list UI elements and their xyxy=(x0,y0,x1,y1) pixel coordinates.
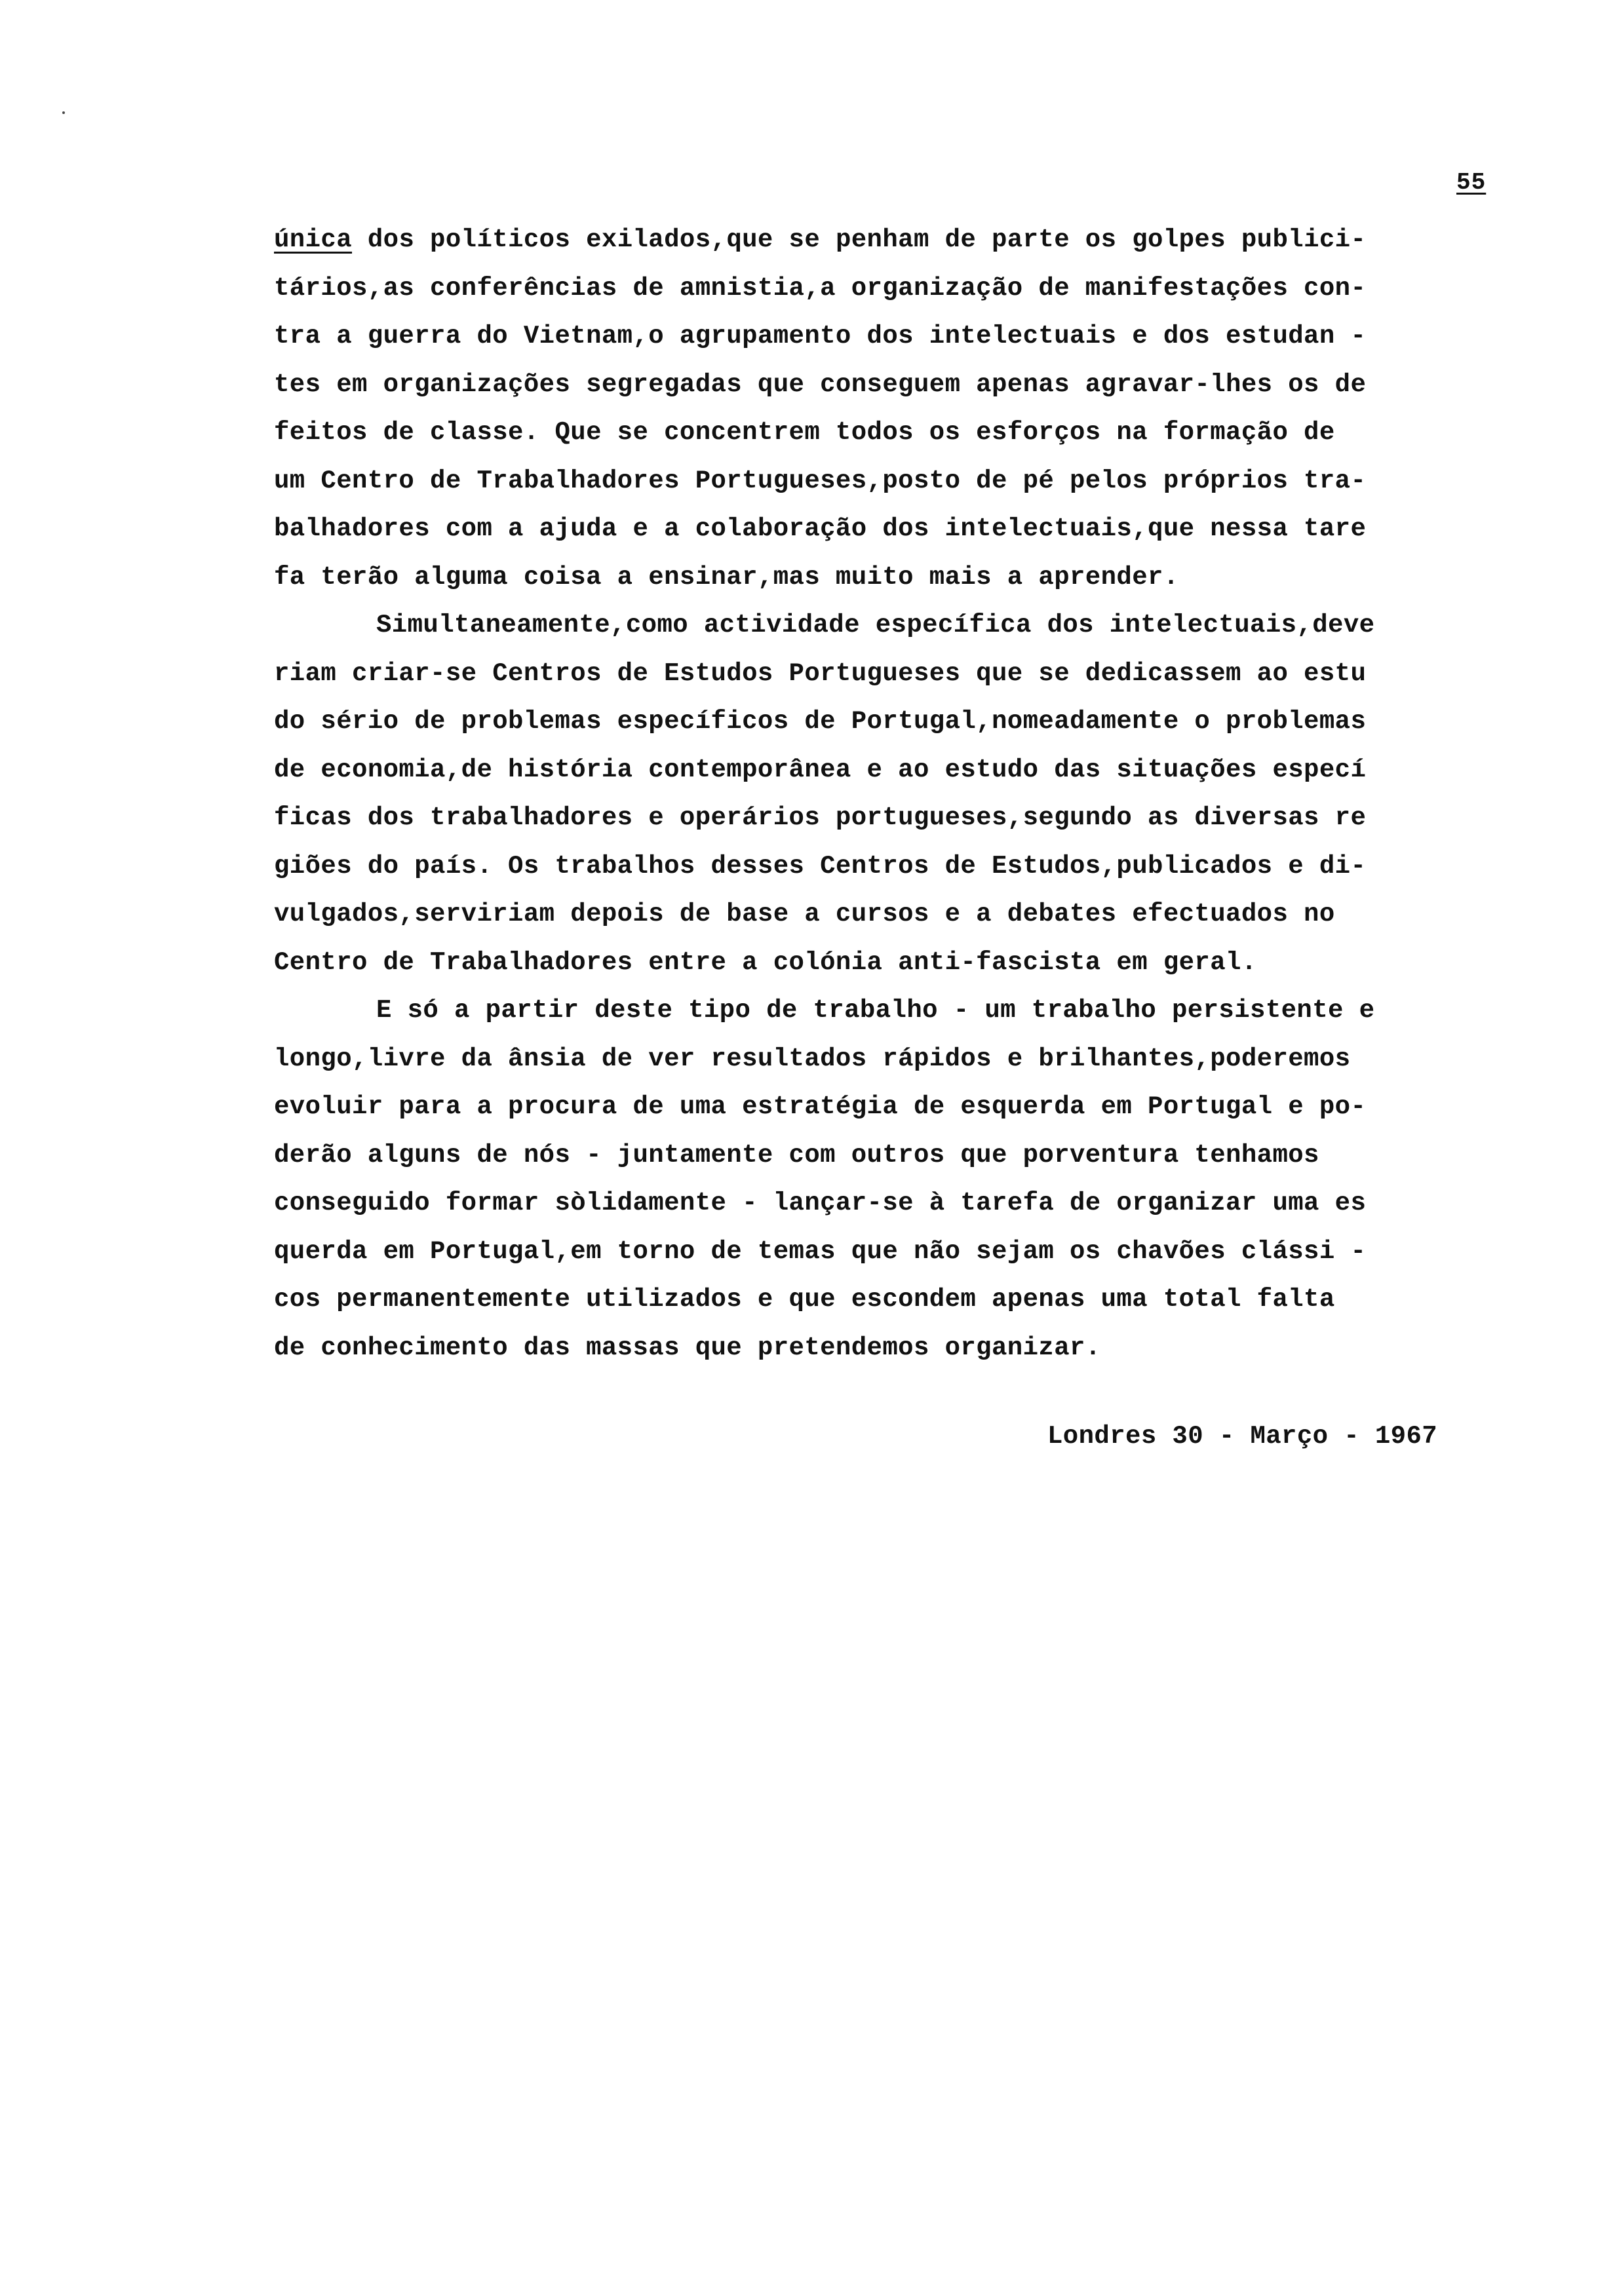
text-line: de conhecimento das massas que pretendemos organizar. xyxy=(274,1333,1101,1362)
text-line: querda em Portugal,em torno de temas que não sejam os chavões clássi - xyxy=(274,1236,1367,1266)
text-line: tários,as conferências de amnistia,a organização de manifestações con- xyxy=(274,273,1367,303)
text-line: do sério de problemas específicos de Portugal,nomeadamente o problemas xyxy=(274,707,1367,736)
body-text xyxy=(274,216,1493,1372)
text-line: longo,livre da ânsia de ver resultados rápidos e brilhantes,poderemos xyxy=(274,1044,1351,1073)
underlined-word: única xyxy=(274,225,353,254)
place-date-signature: Londres 30 - Março - 1967 xyxy=(1047,1422,1438,1451)
text-line: cos permanentemente utilizados e que escondem apenas uma total falta xyxy=(274,1285,1335,1314)
text-line: conseguido formar sòlidamente - lançar-se à tarefa de organizar uma es xyxy=(274,1189,1367,1217)
text-line: tes em organizações segregadas que conseguem apenas agravar-lhes os de xyxy=(274,370,1367,399)
text-line: feitos de classe. Que se concentrem todos os esforços na formação de xyxy=(274,418,1335,447)
text-line: riam criar-se Centros de Estudos Portugueses que se dedicassem ao estu xyxy=(274,659,1367,688)
scan-speck xyxy=(62,111,65,114)
text-line: vulgados,serviriam depois de base a cursos e a debates efectuados no xyxy=(274,900,1335,928)
page-number: 55 xyxy=(1456,169,1487,196)
text-line: E só a partir deste tipo de trabalho - um trabalho persistente e xyxy=(376,996,1375,1025)
text-line: fa terão alguma coisa a ensinar,mas muito mais a aprender. xyxy=(274,562,1179,592)
text-line: Simultaneamente,como actividade específica dos intelectuais,deve xyxy=(376,611,1375,640)
text-line: balhadores com a ajuda e a colaboração dos intelectuais,que nessa tare xyxy=(274,514,1367,543)
text-line: um Centro de Trabalhadores Portugueses,posto de pé pelos próprios tra- xyxy=(274,466,1367,495)
text-line: tra a guerra do Vietnam,o agrupamento dos intelectuais e dos estudan - xyxy=(274,322,1367,351)
line-text: dos políticos exilados,que se penham de parte os golpes publici- xyxy=(352,225,1367,254)
text-line: ficas dos trabalhadores e operários portugueses,segundo as diversas re xyxy=(274,803,1367,832)
text-line: derão alguns de nós - juntamente com outros que porventura tenhamos xyxy=(274,1140,1319,1170)
text-line: de economia,de história contemporânea e ao estudo das situações especí xyxy=(274,755,1367,784)
text-line xyxy=(274,216,1493,265)
text-line: evoluir para a procura de uma estratégia de esquerda em Portugal e po- xyxy=(274,1092,1367,1121)
text-line: Centro de Trabalhadores entre a colónia anti-fascista em geral. xyxy=(274,947,1257,977)
text-line: giões do país. Os trabalhos desses Centros de Estudos,publicados e di- xyxy=(274,851,1367,881)
